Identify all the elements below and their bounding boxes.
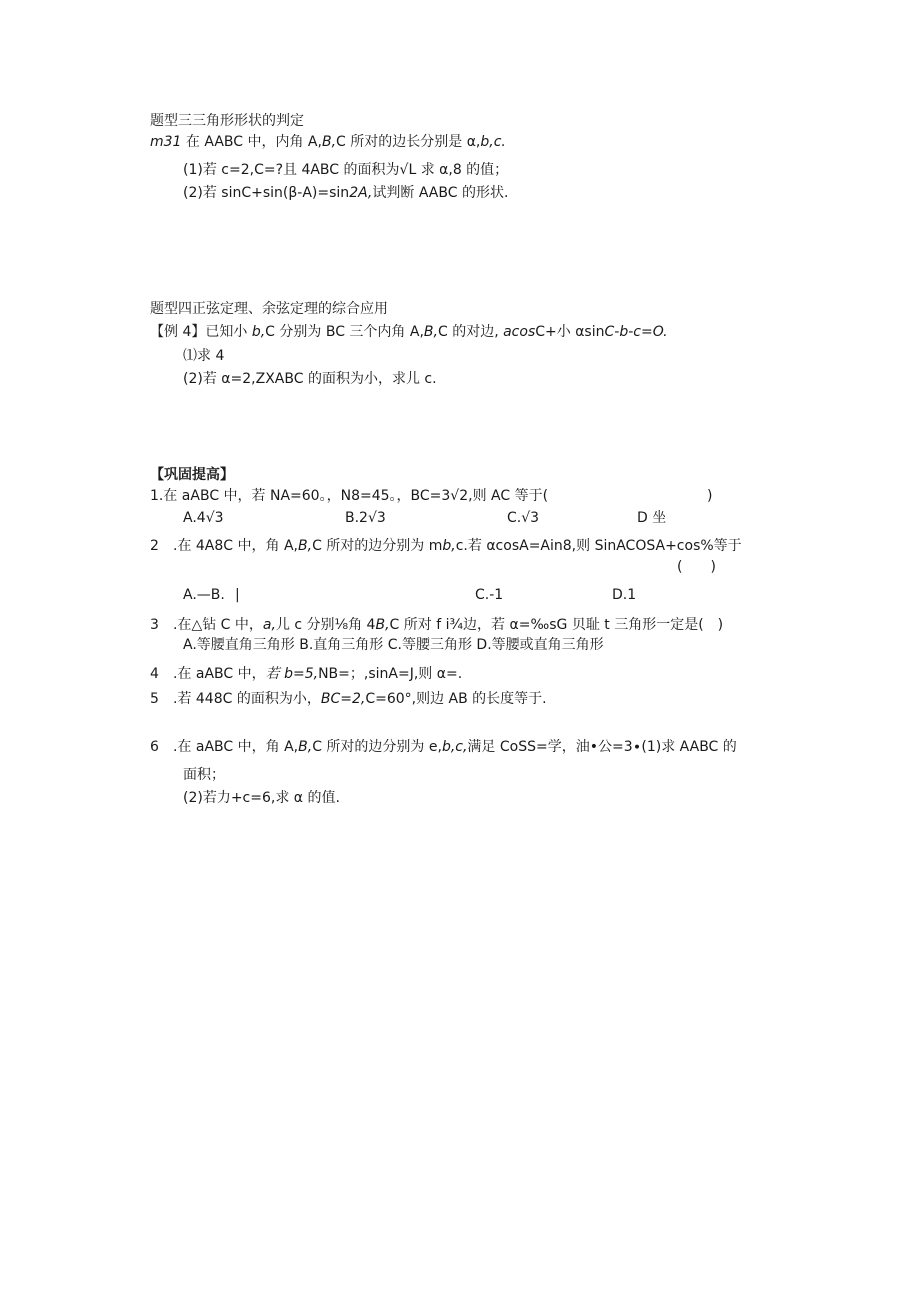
text-span: 2A, [349, 185, 373, 201]
text-span: 满足 CoSS=学，油•公=3∙(1)求 AABC 的 [467, 739, 737, 755]
text-span: C 所对的边长分别是 α, [336, 134, 481, 150]
text-span: C 分别为 BC 三个内角 A, [265, 324, 424, 340]
problem-6-line-3: (2)若力+c=6,求 α 的值. [183, 790, 340, 806]
problem-2-option-bar: | [235, 587, 240, 603]
text-span: C+小 αsin [535, 324, 605, 340]
problem-1-option-b: B.2√3 [345, 510, 386, 526]
problem-2-option-ab: A.—B. [183, 587, 225, 603]
section-4-title: 题型四正弦定理、余弦定理的综合应用 [150, 301, 388, 317]
problem-5-stem [173, 689, 547, 709]
text-span: b,c, [441, 739, 468, 755]
problem-6-stem [173, 737, 737, 757]
problem-2-option-d: D.1 [612, 587, 637, 603]
problem-1-stem: 1.在 aABC 中，若 NA=60。，N8=45。，BC=3√2,则 AC 等于( [150, 488, 549, 504]
example-4-line [150, 322, 668, 342]
text-span: 儿 c 分别⅛角 4 [275, 617, 376, 633]
text-span: .在 4A8C 中，角 A, [173, 538, 298, 554]
text-span: acos [498, 324, 536, 340]
problem-1-close-paren: ) [707, 488, 713, 504]
problem-4-number: 4 [150, 666, 159, 682]
text-span: 若 b=5, [265, 666, 319, 682]
problem-1-option-c: C.√3 [507, 510, 540, 526]
text-span: C 所对 f i¾边，若 α=‰sG 贝耻 t 三角形一定是( ) [389, 617, 724, 633]
problem-1-option-a: A.4√3 [183, 510, 224, 526]
text-span: .在 aABC 中， [173, 666, 266, 682]
text-span: 在 AABC 中，内角 A, [181, 134, 322, 150]
text-span: .在△钻 C 中， [173, 617, 263, 633]
text-span: BC=2, [320, 691, 366, 707]
text-span: C 所对的边分别为 m [312, 538, 443, 554]
problem-4-stem [173, 664, 462, 684]
problem-2-number: 2 [150, 538, 159, 554]
problem-2-stem [173, 536, 742, 556]
text-span: b, [251, 324, 266, 340]
text-span: C 所对的边分别为 e, [312, 739, 442, 755]
text-span: B, [298, 739, 313, 755]
problem-2-answer-paren: ( ) [677, 559, 716, 575]
text-span: C 的对边, [437, 324, 499, 340]
text-span: C=60°,则边 AB 的长度等于. [365, 691, 547, 707]
review-title: 【巩固提高】 [150, 467, 234, 483]
problem-2-option-c: C.-1 [475, 587, 504, 603]
problem-6-number: 6 [150, 739, 159, 755]
example-4-question-1: ⑴求 4 [183, 348, 225, 364]
text-span: a, [262, 617, 276, 633]
example-3-question-2 [183, 183, 508, 203]
text-span: C-b-c=O. [604, 324, 668, 340]
problem-1-option-d: D 坐 [637, 510, 667, 526]
text-span: B, [375, 617, 390, 633]
problem-3-options: A.等腰直角三角形 B.直角三角形 C.等腰三角形 D.等腰或直角三角形 [183, 637, 604, 653]
problem-5-number: 5 [150, 691, 159, 707]
example-3-question-1: (1)若 c=2,C=?且 4ABC 的面积为√L 求 α,8 的值； [183, 162, 509, 178]
text-span: (2)若 sinC+sin(β-A)=sin [183, 185, 350, 201]
problem-6-line-2: 面积； [183, 767, 225, 783]
text-span: 【例 4】已知小 [150, 324, 252, 340]
text-span: B, [423, 324, 438, 340]
text-span: B, [298, 538, 313, 554]
problem-3-stem [173, 615, 723, 635]
text-span: B, [321, 134, 337, 150]
section-3-title: 题型三三角形形状的判定 [150, 113, 304, 129]
example-3-label: m31 [150, 134, 182, 150]
example-3-line [150, 132, 506, 152]
text-span: b, [442, 538, 456, 554]
text-span: .若 448C 的面积为小， [173, 691, 321, 707]
text-span: c.若 αcosA=Ain8,则 SinACOSA+cos%等于 [455, 538, 742, 554]
text-span: 试判断 AABC 的形状. [372, 185, 509, 201]
problem-3-number: 3 [150, 617, 159, 633]
example-4-question-2: (2)若 α=2,ZXABC 的面积为小，求儿 c. [183, 371, 437, 387]
text-span: .在 aABC 中，角 A, [173, 739, 299, 755]
text-span: b,c. [480, 134, 506, 150]
text-span: NB=；,sinA=J,则 α=. [318, 666, 463, 682]
